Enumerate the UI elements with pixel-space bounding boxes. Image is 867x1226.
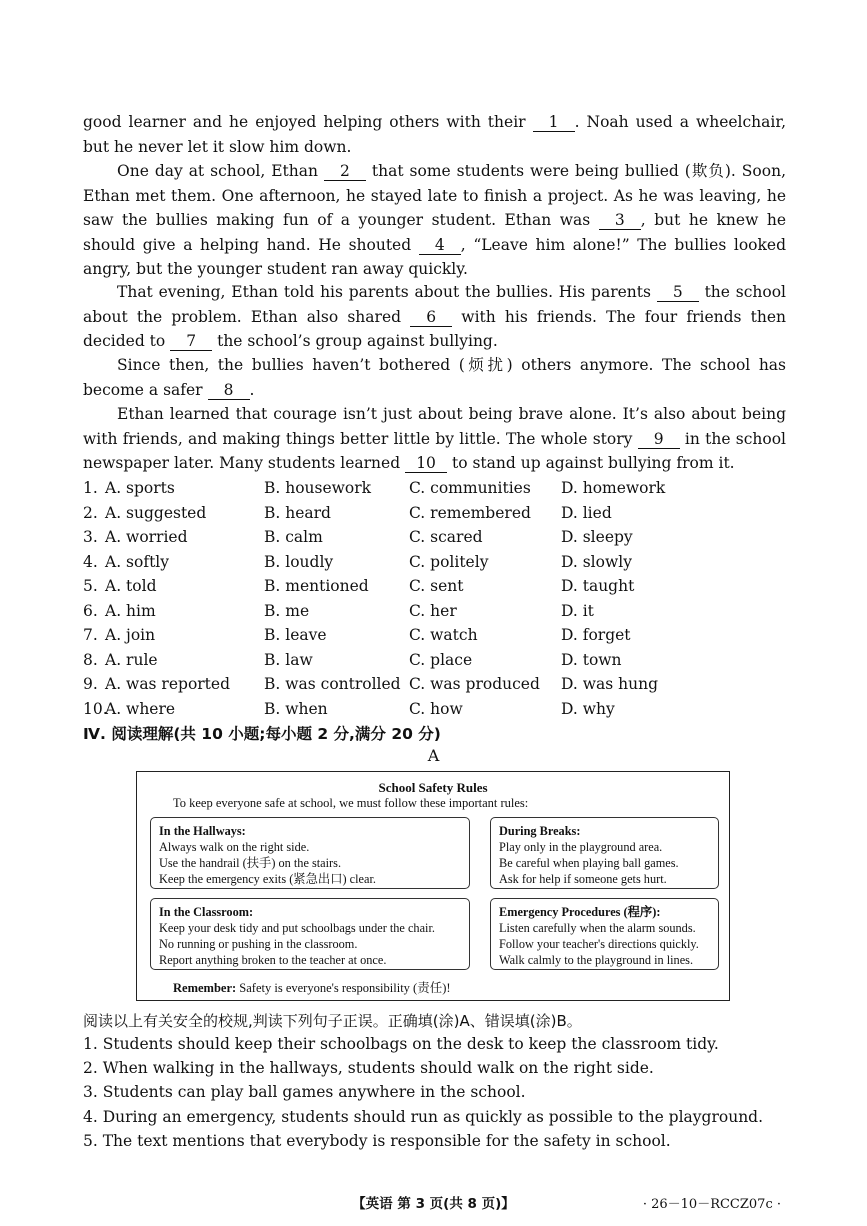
notice-remember <box>173 978 451 996</box>
card-emergency <box>490 898 719 970</box>
question-number: 3. <box>83 528 98 546</box>
option-b: B. leave <box>264 626 327 644</box>
option-c: C. scared <box>409 528 483 546</box>
option-c: C. was produced <box>409 675 540 693</box>
card-line: Be careful when playing ball games. <box>499 856 679 870</box>
passage-paragraph-0 <box>83 110 786 159</box>
option-row <box>83 672 786 697</box>
card-line: Ask for help if someone gets hurt. <box>499 872 667 886</box>
card-title: In the Hallways: <box>159 824 246 838</box>
passage-text: to stand up against bullying from it. <box>447 454 735 472</box>
option-row <box>83 574 786 599</box>
option-d: D. it <box>561 601 594 620</box>
blank-2: 2 <box>324 162 366 181</box>
option-d: D. why <box>561 699 615 718</box>
option-row <box>83 697 786 722</box>
passage-paragraph-2 <box>83 280 786 354</box>
card-line: Keep the emergency exits (紧急出口) clear. <box>159 872 376 886</box>
question-number: 1. <box>83 479 98 497</box>
statement: 2. When walking in the hallways, students should walk on the right side. <box>83 1059 654 1078</box>
card-line: No running or pushing in the classroom. <box>159 937 358 951</box>
option-row <box>83 550 786 575</box>
notice-intro: To keep everyone safe at school, we must follow these important rules: <box>173 796 529 810</box>
statement: 3. Students can play ball games anywhere in the school. <box>83 1083 526 1102</box>
true-false-statements <box>83 1032 786 1153</box>
statement: 1. Students should keep their schoolbags on the desk to keep the classroom tidy. <box>83 1035 719 1053</box>
passage-text: with his friends. The four friends then decided to <box>83 307 786 350</box>
option-c: C. her <box>409 601 457 620</box>
safety-rules-notice <box>136 771 730 1001</box>
section-heading: Ⅳ. 阅读理解(共 10 小题;每小题 2 分,满分 20 分) <box>83 725 441 743</box>
option-a: A. join <box>105 626 156 644</box>
option-b: B. was controlled <box>264 675 401 693</box>
blank-3: 3 <box>599 211 641 230</box>
question-number: 6. <box>83 601 98 620</box>
remember-text: Safety is everyone's responsibility (责任)! <box>236 981 451 995</box>
option-c: C. place <box>409 650 473 669</box>
passage-paragraph-3 <box>83 353 786 402</box>
option-a: A. sports <box>105 479 175 497</box>
option-row <box>83 501 786 526</box>
option-a: A. him <box>105 601 156 620</box>
option-row <box>83 476 786 501</box>
question-number: 4. <box>83 552 98 571</box>
card-line: Use the handrail (扶手) on the stairs. <box>159 856 342 870</box>
remember-label: Remember: <box>173 981 237 995</box>
option-b: B. mentioned <box>264 577 369 595</box>
option-d: D. lied <box>561 503 612 522</box>
question-number: 8. <box>83 650 98 669</box>
notice-title: School Safety Rules <box>378 780 488 795</box>
blank-7: 7 <box>170 332 212 351</box>
option-row <box>83 599 786 624</box>
option-a: A. suggested <box>105 503 207 522</box>
card-line: Keep your desk tidy and put schoolbags under the chair. <box>159 921 435 935</box>
option-b: B. calm <box>264 528 323 546</box>
blank-10: 10 <box>405 454 447 473</box>
option-a: A. was reported <box>105 675 231 693</box>
passage-text: that some students were being bullied (欺负). Soon, Ethan met them. One afternoon, he stayed late to finish a project. As he was leaving, he saw the bullies making fun of a younger student. Ethan was <box>83 162 786 229</box>
option-c: C. sent <box>409 577 464 595</box>
passage-text: One day at school, Ethan <box>117 162 324 180</box>
blank-4: 4 <box>419 236 461 255</box>
passage-text: the school about the problem. Ethan also shared <box>83 283 786 326</box>
option-b: B. me <box>264 601 310 620</box>
card-line: Report anything broken to the teacher at once. <box>159 953 387 967</box>
card-line: Always walk on the right side. <box>159 840 310 854</box>
option-d: D. taught <box>561 577 635 595</box>
statement: 4. During an emergency, students should run as quickly as possible to the playground. <box>83 1107 764 1126</box>
blank-5: 5 <box>657 283 699 302</box>
passage-text: good learner and he enjoyed helping others with their <box>83 113 533 131</box>
option-a: A. told <box>105 577 157 595</box>
question-number: 2. <box>83 503 98 522</box>
option-a: A. rule <box>105 650 158 669</box>
card-line: Listen carefully when the alarm sounds. <box>499 921 696 935</box>
question-number: 10. <box>83 699 108 718</box>
card-title: During Breaks: <box>499 824 581 838</box>
question-number: 5. <box>83 577 98 595</box>
card-line: Follow your teacher's directions quickly. <box>499 937 699 951</box>
card-line: Play only in the playground area. <box>499 840 663 854</box>
card-title: In the Classroom: <box>159 905 254 919</box>
passage-text: , but he knew he should give a helping hand. He shouted <box>83 211 786 254</box>
passage-text: , “Leave him alone!” The bullies looked angry, but the younger student ran away quickly. <box>83 235 787 278</box>
option-d: D. forget <box>561 626 631 644</box>
passage-text: Ethan learned that courage isn’t just about being brave alone. It’s also about being with friends, and making things better little by little. The whole story <box>83 405 786 448</box>
question-instruction: 阅读以上有关安全的校规,判读下列句子正误。正确填(涂)A、错误填(涂)B。 <box>83 1012 582 1030</box>
exam-code: · 26－10－RCCZ07c · <box>642 1197 781 1212</box>
option-a: A. where <box>105 699 176 718</box>
passage-text: That evening, Ethan told his parents about the bullies. His parents <box>117 283 657 301</box>
card-breaks <box>490 817 719 889</box>
statement: 5. The text mentions that everybody is responsible for the safety in school. <box>83 1131 671 1150</box>
passage-paragraph-4 <box>83 402 786 476</box>
page-footer: 【英语 第 3 页(共 8 页)】 <box>352 1196 515 1212</box>
option-row <box>83 623 786 648</box>
option-d: D. homework <box>561 479 666 497</box>
passage-text: . <box>249 380 255 399</box>
passage-text: Since then, the bullies haven’t bothered (烦扰) others anymore. The school has become a safer <box>83 356 786 399</box>
option-a: A. worried <box>105 528 188 546</box>
option-c: C. how <box>409 699 463 718</box>
section-letter: A <box>427 746 440 765</box>
question-number: 9. <box>83 675 98 693</box>
passage-paragraph-1 <box>83 159 786 282</box>
option-b: B. heard <box>264 503 331 522</box>
option-d: D. sleepy <box>561 528 633 546</box>
option-a: A. softly <box>105 552 170 571</box>
option-b: B. law <box>264 650 313 669</box>
passage-text: in the school newspaper later. Many students learned <box>83 429 786 472</box>
blank-9: 9 <box>638 430 680 449</box>
blank-6: 6 <box>410 308 452 327</box>
option-d: D. town <box>561 650 622 669</box>
option-b: B. housework <box>264 479 372 497</box>
blank-8: 8 <box>208 381 250 400</box>
option-d: D. was hung <box>561 675 658 693</box>
blank-1: 1 <box>533 113 575 132</box>
card-title: Emergency Procedures (程序): <box>499 905 661 919</box>
card-hallways <box>150 817 470 889</box>
option-d: D. slowly <box>561 552 632 571</box>
question-number: 7. <box>83 626 98 644</box>
option-c: C. politely <box>409 552 489 571</box>
passage-text: . Noah used a wheelchair, but he never let it slow him down. <box>83 113 786 156</box>
card-classroom <box>150 898 470 970</box>
answer-options <box>83 476 786 721</box>
option-c: C. watch <box>409 626 478 644</box>
option-c: C. remembered <box>409 503 531 522</box>
option-b: B. when <box>264 699 328 718</box>
passage-text: the school’s group against bullying. <box>212 332 498 350</box>
card-line: Walk calmly to the playground in lines. <box>499 953 694 967</box>
option-b: B. loudly <box>264 552 334 571</box>
option-row <box>83 525 786 550</box>
option-row <box>83 648 786 673</box>
option-c: C. communities <box>409 479 531 497</box>
